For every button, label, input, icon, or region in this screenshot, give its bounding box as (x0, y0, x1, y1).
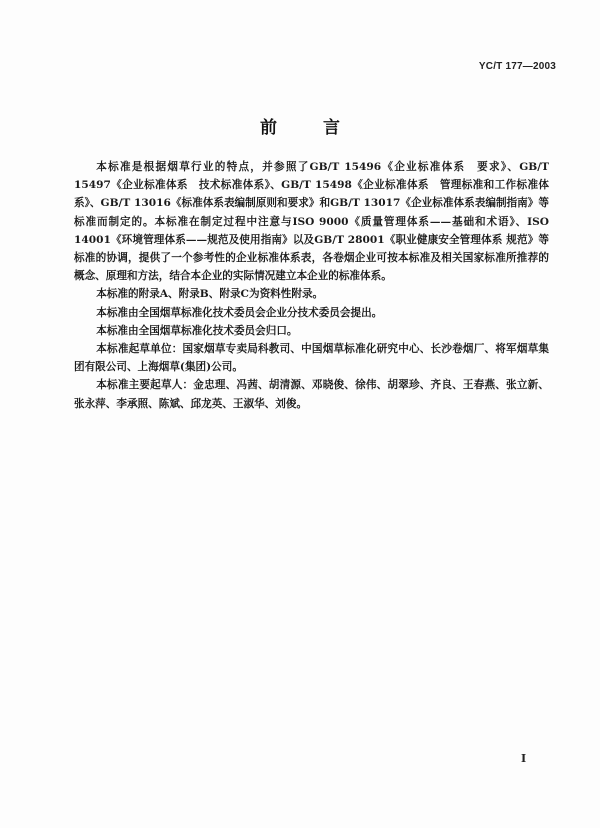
title-char-2: 言 (322, 118, 340, 138)
foreword-body (74, 158, 549, 413)
paragraph-drafting-units: 本标准起草单位：国家烟草专卖局科教司、中国烟草标准化研究中心、长沙卷烟厂、将军烟草集团有限公司、上海烟草(集团)公司。 (74, 343, 549, 374)
paragraph-proposed-by: 本标准由全国烟草标准化技术委员会企业分技术委员会提出。 (96, 306, 383, 319)
paragraph-basis: 本标准是根据烟草行业的特点，并参照了GB/T 15496《企业标准体系 要求》、GB/T 15497《企业标准体系 技术标准体系》、GB/T 15498《企业标准体系 管理标准和工作标准体系》、GB/T 13016《标准体系表编制原则和要求》和GB/T 13017《企业标准体系表编制指南》等标准而制定的。本标准在制定过程中注意与ISO 9000《质量管理体系——基础和术语》、ISO 14001《环境管理体系——规范及使用指南》以及GB/T 28001《职业健康安全管理体系 规范》等标准的协调，提供了一个参考性的企业标准体系表，各卷烟企业可按本标准及相关国家标准所推荐的概念、原理和方法，结合本企业的实际情况建立本企业的标准体系。 (74, 161, 549, 283)
page-number: I (521, 752, 527, 765)
paragraph-drafters: 本标准主要起草人：金忠理、冯茜、胡清源、邓晓俊、徐伟、胡翠珍、齐良、王春燕、张立新、张永萍、李承照、陈斌、邱龙英、王淑华、刘俊。 (74, 379, 549, 410)
paragraph-centralized-by: 本标准由全国烟草标准化技术委员会归口。 (96, 324, 298, 337)
title-char-1: 前 (260, 118, 278, 138)
standard-code: YC/T 177—2003 (478, 61, 556, 72)
page-title (0, 113, 600, 138)
paragraph-appendices: 本标准的附录A、附录B、附录C为资料性附录。 (96, 288, 324, 301)
